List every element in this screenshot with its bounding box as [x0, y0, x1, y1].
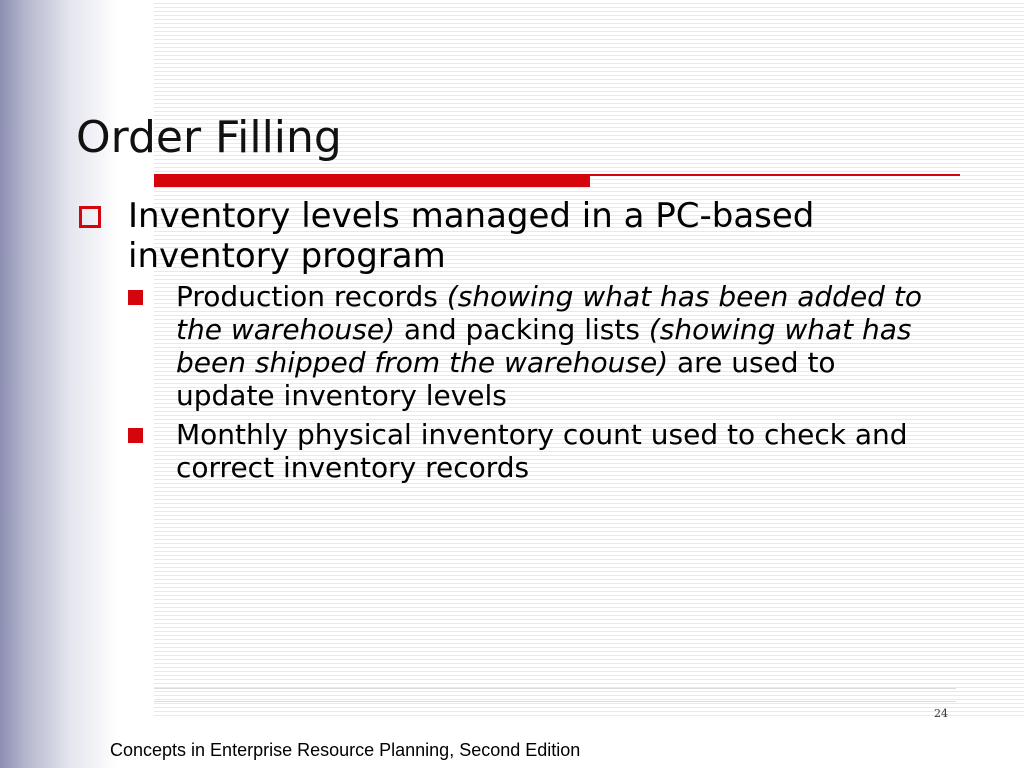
slide-body	[76, 196, 956, 490]
sub-bullet-text-segment: Monthly physical inventory count used to check and correct inventory records	[176, 418, 908, 484]
slide-title: Order Filling	[76, 112, 342, 163]
hollow-square-bullet-icon	[79, 206, 101, 228]
bullet-level-1	[76, 196, 956, 276]
sub-bullet-text-segment: are used to update inventory levels	[176, 346, 836, 412]
sub-bullet	[76, 280, 936, 412]
solid-square-bullet-icon	[128, 290, 143, 305]
title-underline-bar	[154, 174, 590, 187]
sub-bullet-text-segment: Production records	[176, 280, 447, 313]
footer-divider	[154, 688, 956, 718]
sub-bullet-text-segment: and packing lists	[395, 313, 649, 346]
solid-square-bullet-icon	[128, 428, 143, 443]
sub-bullet-text-segment-italic: (showing what has been shipped from the warehouse)	[176, 313, 912, 379]
sub-bullet-text-segment-italic: (showing what has been added to the warehouse)	[176, 280, 922, 346]
title-underline-rule	[590, 174, 960, 176]
sub-bullet-list	[76, 280, 956, 484]
sub-bullet	[76, 418, 936, 484]
page-number: 24	[934, 707, 948, 720]
footer-caption: Concepts in Enterprise Resource Planning, Second Edition	[110, 740, 581, 760]
bullet-text: Inventory levels managed in a PC-based inventory program	[128, 196, 815, 276]
